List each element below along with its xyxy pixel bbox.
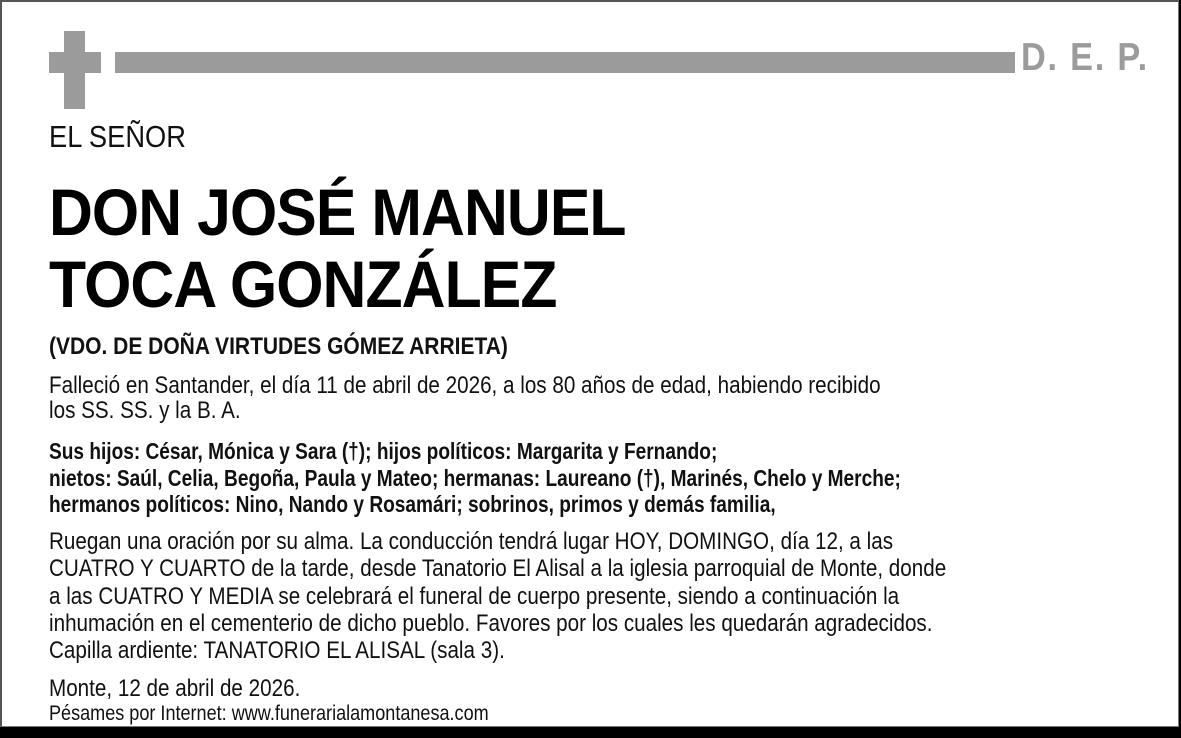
service-line: Ruegan una oración por su alma. La conducción tendrá lugar HOY, DOMINGO, día 12, a las xyxy=(49,528,894,555)
cross-icon-arm xyxy=(49,52,101,73)
family-line: Sus hijos: César, Mónica y Sara (†); hijos políticos: Margarita y Fernando; xyxy=(49,438,718,464)
title-prefix: EL SEÑOR xyxy=(49,119,186,154)
widow-of: (VDO. DE DOÑA VIRTUDES GÓMEZ ARRIETA) xyxy=(49,333,508,360)
deceased-name-line1: DON JOSÉ MANUEL xyxy=(49,175,626,249)
family-line: hermanos políticos: Nino, Nando y Rosamári; sobrinos, primos y demás familia, xyxy=(49,491,776,517)
death-notice-line: los SS. SS. y la B. A. xyxy=(49,397,241,424)
service-line: CUATRO Y CUARTO de la tarde, desde Tanatorio El Alisal a la iglesia parroquial de Monte, donde xyxy=(49,555,947,582)
header-rule xyxy=(115,52,1015,73)
deceased-name-line2: TOCA GONZÁLEZ xyxy=(49,247,557,321)
service-line: a las CUATRO Y MEDIA se celebrará el funeral de cuerpo presente, siendo a continuación la xyxy=(49,583,900,610)
dep-label: D. E. P. xyxy=(1021,36,1149,79)
condolences-link[interactable]: Pésames por Internet: www.funerarialamontanesa.com xyxy=(49,702,489,725)
place-date: Monte, 12 de abril de 2026. xyxy=(49,675,301,702)
family-line: nietos: Saúl, Celia, Begoña, Paula y Mateo; hermanas: Laureano (†), Marinés, Chelo y Merche; xyxy=(49,465,901,491)
bottom-border xyxy=(0,728,1181,738)
service-line: inhumación en el cementerio de dicho pueblo. Favores por los cuales les quedarán agradecidos. xyxy=(49,610,933,637)
service-line: Capilla ardiente: TANATORIO EL ALISAL (sala 3). xyxy=(49,637,505,664)
death-notice-line: Falleció en Santander, el día 11 de abril de 2026, a los 80 años de edad, habiendo recibido xyxy=(49,372,881,399)
